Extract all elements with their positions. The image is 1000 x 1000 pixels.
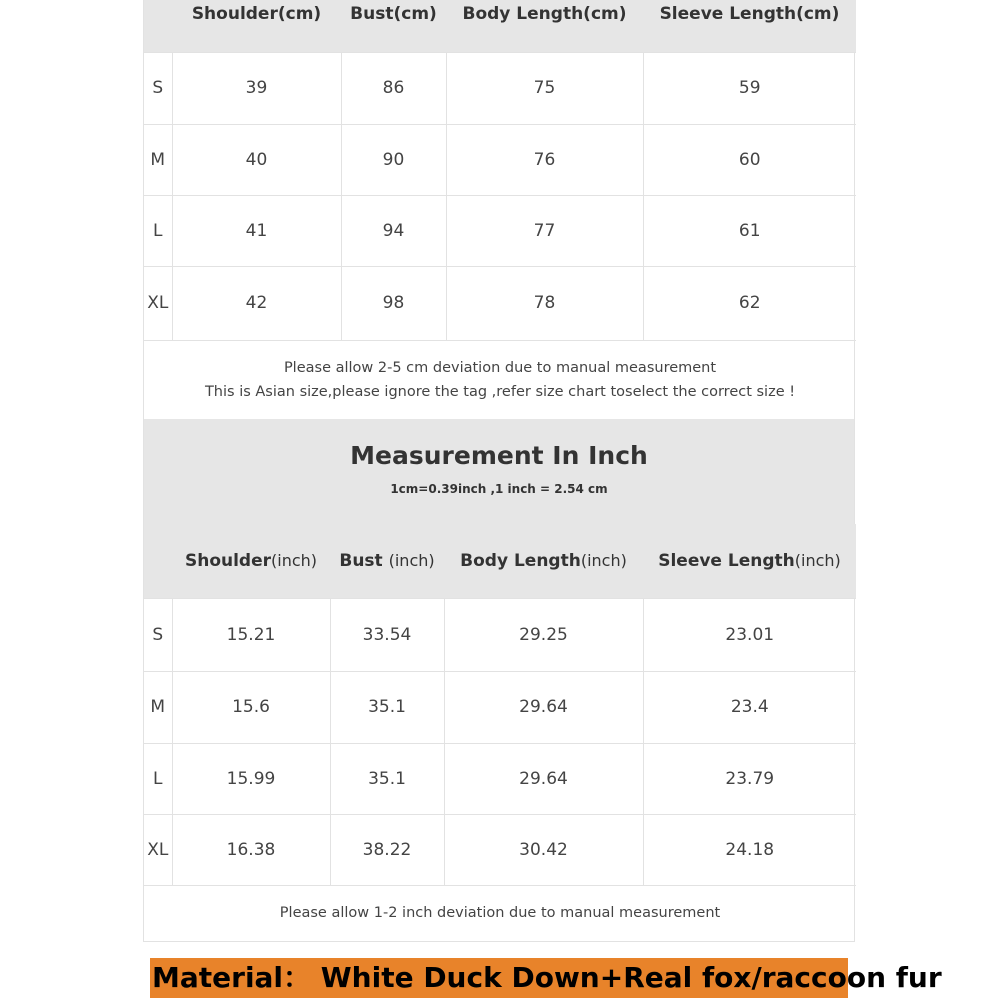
bust-value: 35.1 bbox=[330, 671, 444, 743]
shoulder-value: 15.21 bbox=[172, 598, 330, 671]
header-unit: (inch) bbox=[388, 550, 435, 570]
cm-header-size bbox=[144, 0, 172, 52]
sleeve-length-value: 24.18 bbox=[643, 814, 856, 885]
cm-note bbox=[144, 340, 856, 419]
inch-header-sleeve-length bbox=[643, 524, 856, 598]
inch-note: Please allow 1-2 inch deviation due to manual measurement bbox=[144, 885, 856, 941]
size-label: M bbox=[144, 124, 172, 195]
inch-section-subtitle: 1cm=0.39inch ,1 inch = 2.54 cm bbox=[390, 482, 608, 496]
inch-header-shoulder bbox=[172, 524, 330, 598]
cm-row-m bbox=[144, 124, 856, 195]
material-banner: Material： White Duck Down+Real fox/raccoon fur bbox=[150, 958, 848, 998]
bust-value: 98 bbox=[341, 266, 446, 340]
body-length-value: 75 bbox=[446, 52, 643, 124]
inch-row-xl bbox=[144, 814, 856, 885]
bust-value: 94 bbox=[341, 195, 446, 266]
bust-value: 38.22 bbox=[330, 814, 444, 885]
sleeve-length-value: 61 bbox=[643, 195, 856, 266]
cm-note-line2: This is Asian size,please ignore the tag ,refer size chart toselect the correct size ! bbox=[204, 383, 796, 400]
inch-header-size bbox=[144, 524, 172, 598]
cm-note-line1: Please allow 2-5 cm deviation due to manual measurement bbox=[283, 359, 717, 376]
header-main: Shoulder bbox=[184, 550, 272, 571]
body-length-value: 78 bbox=[446, 266, 643, 340]
inch-note-row bbox=[144, 885, 856, 941]
size-label: L bbox=[144, 743, 172, 814]
inch-row-l bbox=[144, 743, 856, 814]
inch-row-m bbox=[144, 671, 856, 743]
cm-header-bust: Bust(cm) bbox=[341, 0, 446, 52]
size-label: L bbox=[144, 195, 172, 266]
bust-value: 90 bbox=[341, 124, 446, 195]
shoulder-value: 42 bbox=[172, 266, 341, 340]
body-length-value: 29.64 bbox=[444, 743, 643, 814]
body-length-value: 76 bbox=[446, 124, 643, 195]
sleeve-length-value: 59 bbox=[643, 52, 856, 124]
cm-header-sleeve-length: Sleeve Length(cm) bbox=[643, 0, 856, 52]
size-label: S bbox=[144, 598, 172, 671]
sleeve-length-value: 62 bbox=[643, 266, 856, 340]
size-label: XL bbox=[144, 814, 172, 885]
header-main: Body Length bbox=[460, 550, 581, 571]
shoulder-value: 16.38 bbox=[172, 814, 330, 885]
bust-value: 33.54 bbox=[330, 598, 444, 671]
sleeve-length-value: 23.01 bbox=[643, 598, 856, 671]
cm-size-table bbox=[144, 0, 856, 419]
header-main: Sleeve Length bbox=[658, 550, 795, 571]
header-main: Bust bbox=[339, 550, 389, 571]
shoulder-value: 39 bbox=[172, 52, 341, 124]
size-label: M bbox=[144, 671, 172, 743]
inch-section-header bbox=[144, 419, 854, 524]
shoulder-value: 15.99 bbox=[172, 743, 330, 814]
inch-header-row bbox=[144, 524, 856, 598]
body-length-value: 30.42 bbox=[444, 814, 643, 885]
body-length-value: 77 bbox=[446, 195, 643, 266]
inch-size-table bbox=[144, 524, 856, 941]
shoulder-value: 40 bbox=[172, 124, 341, 195]
size-label: XL bbox=[144, 266, 172, 340]
cm-row-xl bbox=[144, 266, 856, 340]
cm-header-shoulder: Shoulder(cm) bbox=[172, 0, 341, 52]
body-length-value: 29.25 bbox=[444, 598, 643, 671]
header-unit: (inch) bbox=[794, 550, 841, 570]
sleeve-length-value: 23.4 bbox=[643, 671, 856, 743]
cm-note-row bbox=[144, 340, 856, 419]
size-label: S bbox=[144, 52, 172, 124]
inch-section-title: Measurement In Inch bbox=[350, 441, 648, 470]
header-unit: (inch) bbox=[580, 550, 627, 570]
body-length-value: 29.64 bbox=[444, 671, 643, 743]
cm-header-body-length: Body Length(cm) bbox=[446, 0, 643, 52]
bust-value: 86 bbox=[341, 52, 446, 124]
bust-value: 35.1 bbox=[330, 743, 444, 814]
shoulder-value: 41 bbox=[172, 195, 341, 266]
sleeve-length-value: 23.79 bbox=[643, 743, 856, 814]
sleeve-length-value: 60 bbox=[643, 124, 856, 195]
header-unit: (inch) bbox=[271, 550, 318, 570]
cm-row-l bbox=[144, 195, 856, 266]
inch-header-bust bbox=[330, 524, 444, 598]
cm-row-s bbox=[144, 52, 856, 124]
size-chart bbox=[143, 0, 855, 942]
shoulder-value: 15.6 bbox=[172, 671, 330, 743]
inch-row-s bbox=[144, 598, 856, 671]
inch-header-body-length bbox=[444, 524, 643, 598]
cm-header-row bbox=[144, 0, 856, 52]
